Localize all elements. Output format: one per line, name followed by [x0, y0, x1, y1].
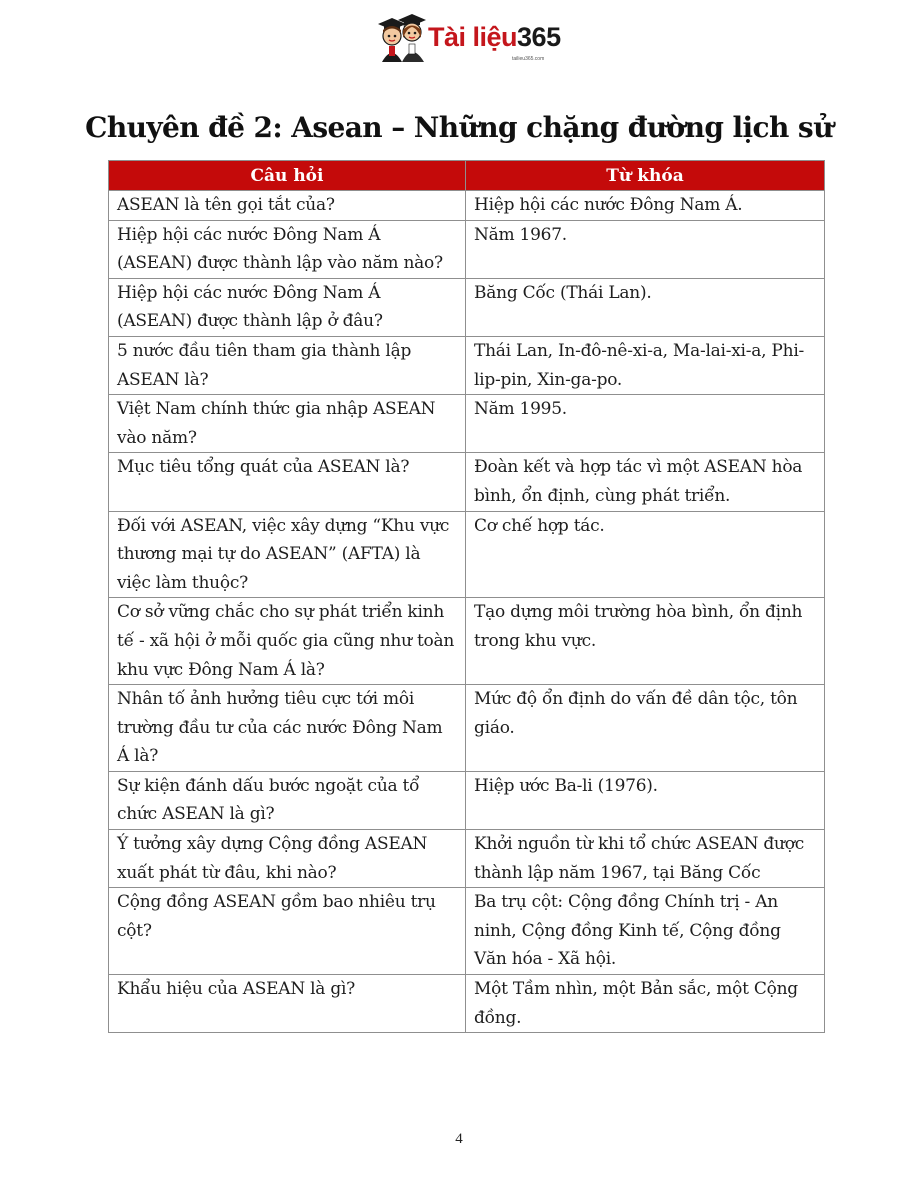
table-row	[109, 771, 825, 829]
keyword-cell: Cơ chế hợp tác.	[466, 511, 825, 598]
question-cell: Nhân tố ảnh hưởng tiêu cực tới môi trường đầu tư của các nước Đông Nam Á là?	[109, 685, 466, 772]
table-row	[109, 191, 825, 221]
question-cell: Đối với ASEAN, việc xây dựng “Khu vực thương mại tự do ASEAN” (AFTA) là việc làm thuộc?	[109, 511, 466, 598]
keyword-cell: Hiệp hội các nước Đông Nam Á.	[466, 191, 825, 221]
question-cell: ASEAN là tên gọi tắt của?	[109, 191, 466, 221]
qa-table	[108, 160, 825, 1033]
brand-name	[428, 20, 561, 54]
keyword-cell: Năm 1967.	[466, 220, 825, 278]
question-cell: Cơ sở vững chắc cho sự phát triển kinh tế - xã hội ở mỗi quốc gia cũng như toàn khu vực Đông Nam Á là?	[109, 598, 466, 685]
table-row	[109, 888, 825, 975]
keyword-cell: Năm 1995.	[466, 395, 825, 453]
brand-name-part2: 365	[517, 22, 561, 52]
keyword-cell: Khởi nguồn từ khi tổ chức ASEAN được thành lập năm 1967, tại Băng Cốc	[466, 830, 825, 888]
column-header-question: Câu hỏi	[109, 161, 466, 191]
question-cell: Ý tưởng xây dựng Cộng đồng ASEAN xuất phát từ đâu, khi nào?	[109, 830, 466, 888]
keyword-cell: Băng Cốc (Thái Lan).	[466, 278, 825, 336]
keyword-cell: Mức độ ổn định do vấn đề dân tộc, tôn giáo.	[466, 685, 825, 772]
keyword-cell: Thái Lan, In-đô-nê-xi-a, Ma-lai-xi-a, Phi-lip-pin, Xin-ga-po.	[466, 336, 825, 394]
table-row	[109, 278, 825, 336]
site-logo[interactable]	[376, 12, 561, 64]
table-row	[109, 511, 825, 598]
table-header-row	[109, 161, 825, 191]
table-row	[109, 220, 825, 278]
table-row	[109, 395, 825, 453]
question-cell: Hiệp hội các nước Đông Nam Á (ASEAN) được thành lập vào năm nào?	[109, 220, 466, 278]
keyword-cell: Hiệp ước Ba-li (1976).	[466, 771, 825, 829]
student-mascot-icon	[376, 12, 428, 64]
keyword-cell: Tạo dựng môi trường hòa bình, ổn định trong khu vực.	[466, 598, 825, 685]
table-row	[109, 975, 825, 1033]
question-cell: Việt Nam chính thức gia nhập ASEAN vào năm?	[109, 395, 466, 453]
page-number: 4	[455, 1131, 463, 1147]
keyword-cell: Đoàn kết và hợp tác vì một ASEAN hòa bình, ổn định, cùng phát triển.	[466, 453, 825, 511]
question-cell: Sự kiện đánh dấu bước ngoặt của tổ chức ASEAN là gì?	[109, 771, 466, 829]
brand-domain: tailieu365.com	[512, 56, 545, 62]
question-cell: Mục tiêu tổng quát của ASEAN là?	[109, 453, 466, 511]
table-row	[109, 830, 825, 888]
question-cell: Hiệp hội các nước Đông Nam Á (ASEAN) được thành lập ở đâu?	[109, 278, 466, 336]
question-cell: Khẩu hiệu của ASEAN là gì?	[109, 975, 466, 1033]
question-cell: Cộng đồng ASEAN gồm bao nhiêu trụ cột?	[109, 888, 466, 975]
question-cell: 5 nước đầu tiên tham gia thành lập ASEAN là?	[109, 336, 466, 394]
keyword-cell: Một Tầm nhìn, một Bản sắc, một Cộng đồng.	[466, 975, 825, 1033]
table-row	[109, 336, 825, 394]
keyword-cell: Ba trụ cột: Cộng đồng Chính trị - An ninh, Cộng đồng Kinh tế, Cộng đồng Văn hóa - Xã hội.	[466, 888, 825, 975]
table-row	[109, 598, 825, 685]
column-header-keyword: Từ khóa	[466, 161, 825, 191]
page-title: Chuyên đề 2: Asean – Những chặng đường lịch sử	[85, 111, 833, 144]
table-row	[109, 685, 825, 772]
table-row	[109, 453, 825, 511]
brand-name-part1: Tài liệu	[428, 22, 518, 52]
